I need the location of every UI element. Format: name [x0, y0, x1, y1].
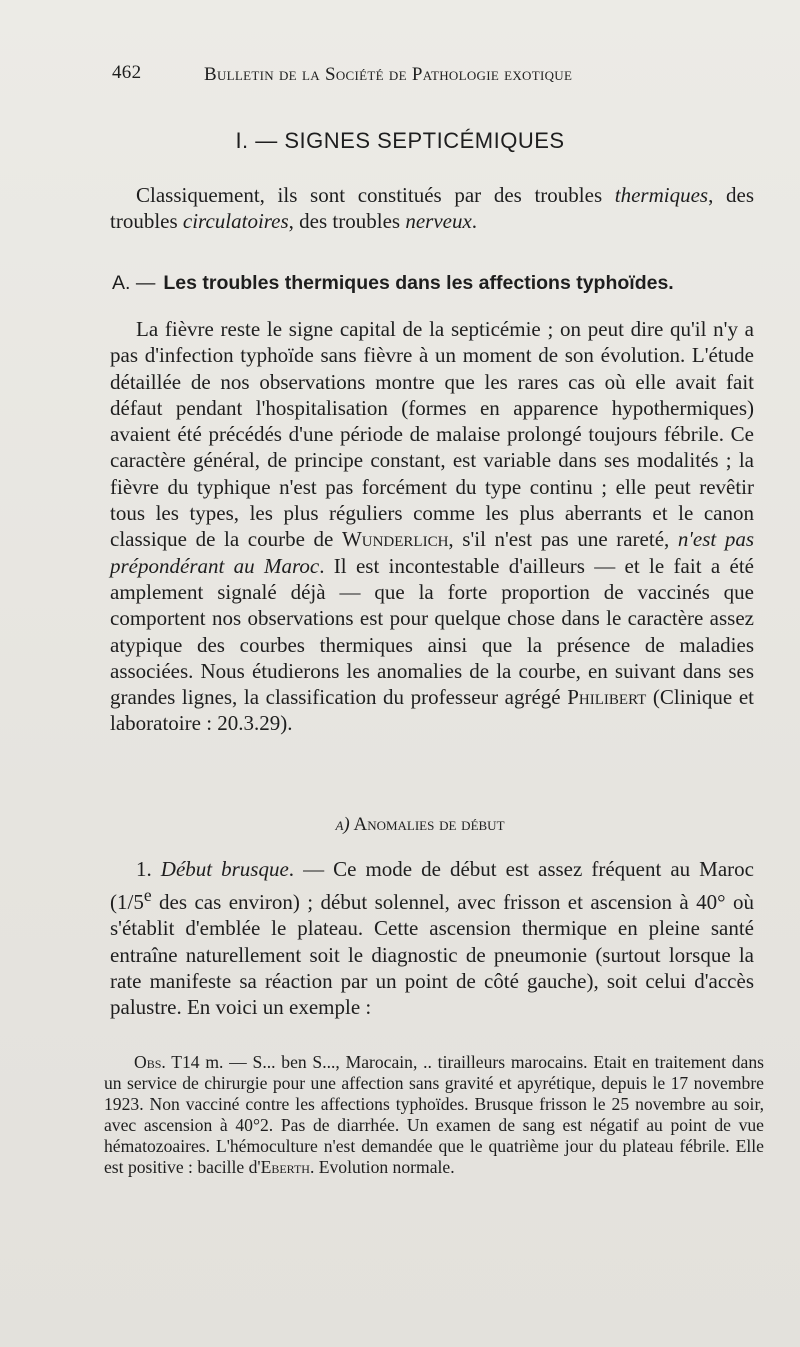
- fever-text-2: , s'il n'est pas une rareté,: [448, 527, 678, 552]
- fever-text-4: (Clinique et laboratoire : 20.3.29).: [110, 685, 755, 736]
- author-wunderlich: Wunderlich: [341, 527, 449, 552]
- page-number: 462: [112, 62, 142, 83]
- intro-text-3: , des troubles: [288, 209, 406, 233]
- subsection-anomalies: [0, 814, 800, 836]
- subsection-text: Anomalies de début: [353, 814, 505, 835]
- item-number: 1.: [136, 857, 161, 881]
- intro-em-circulatoires: circulatoires: [182, 209, 289, 233]
- running-title: Bulletin de la Société de Pathologie exotique: [204, 64, 573, 85]
- fever-text-3: . Il est incontestable d'ailleurs — et le fait a été amplement signalé déjà — que la forte proportion de vaccinés que comportent nos observations est pour quelque chose dans le caractère assez atypique des courbes thermiques ainsi que la présence de maladies associées. Nous étudierons les anomalies de la courbe, en suivant dans ses grandes lignes, la classification du professeur agrégé: [110, 553, 755, 710]
- subsection-label: a): [335, 814, 350, 835]
- intro-text-4: .: [471, 209, 478, 233]
- obs-label: Obs.: [134, 1052, 166, 1072]
- onset-text-2: des cas environ) ; début solennel, avec frisson et ascension à 40° où s'établit d'emblée le plateau. Cette ascension thermique en pleine santé entraîne naturellement soit le diagnostic de pneumonie (surtout lorsque la rate manifeste sa réaction par un point de côté gauche), soit celui d'accès palustre. En voici un exemple :: [110, 890, 754, 1020]
- fever-em-maroc: n'est pas prépondérant au Maroc: [110, 527, 754, 578]
- onset-paragraph: [110, 856, 754, 1020]
- fever-paragraph: [110, 316, 754, 737]
- onset-superscript: e: [143, 885, 152, 906]
- onset-em-debut-brusque: Début brusque: [160, 857, 289, 881]
- intro-text-2: , des troubles: [110, 183, 755, 233]
- author-eberth: Eberth: [260, 1157, 310, 1177]
- author-philibert: Philibert: [567, 685, 647, 710]
- intro-paragraph: [110, 182, 754, 234]
- obs-text-2: . Evolution normale.: [309, 1157, 455, 1177]
- intro-em-thermiques: thermiques: [614, 183, 709, 207]
- onset-text-1: . — Ce mode de début est assez fréquent au Maroc (1/5: [110, 857, 754, 915]
- subhead-label: A. —: [112, 272, 156, 294]
- subhead-text: Les troubles thermiques dans les affections typhoïdes.: [163, 272, 674, 294]
- fever-text-1: La fièvre reste le signe capital de la septicémie ; on peut dire qu'il n'y a pas d'infection typhoïde sans fièvre à un moment de son évolution. L'étude détaillée de nos observations montre que les rares cas où elle avait fait défaut pendant l'hospitalisation (formes en apparence hypothermiques) avaient été précédés d'une période de malaise prolongé toujours fébrile. Ce caractère général, de principe constant, est variable dans ses modalités ; la fièvre du typhique n'est pas forcément du type continu ; elle peut revêtir tous les types, les plus réguliers comme les plus aberrants et le canon classique de la courbe de: [110, 317, 754, 552]
- obs-text-1: T14 m. — S... ben S..., Marocain, .. tirailleurs marocains. Etait en traitement dans un service de chirurgie pour une affection sans gravité et apyrétique, depuis le 17 novembre 1923. Non vacciné contre les affections typhoïdes. Brusque frisson le 25 novembre au soir, avec ascension à 40°2. Pas de diarrhée. Un examen de sang est négatif au point de vue hématozoaires. L'hémoculture n'est demandée que le quatrième jour du plateau fébrile. Elle est positive : bacille d': [104, 1052, 764, 1177]
- observation-note: [104, 1052, 764, 1178]
- subsection-heading-a: [112, 272, 762, 295]
- intro-em-nerveux: nerveux: [405, 209, 472, 233]
- section-title: I. — SIGNES SEPTICÉMIQUES: [235, 128, 565, 153]
- intro-text-1: Classiquement, ils sont constitués par des troubles: [136, 183, 615, 207]
